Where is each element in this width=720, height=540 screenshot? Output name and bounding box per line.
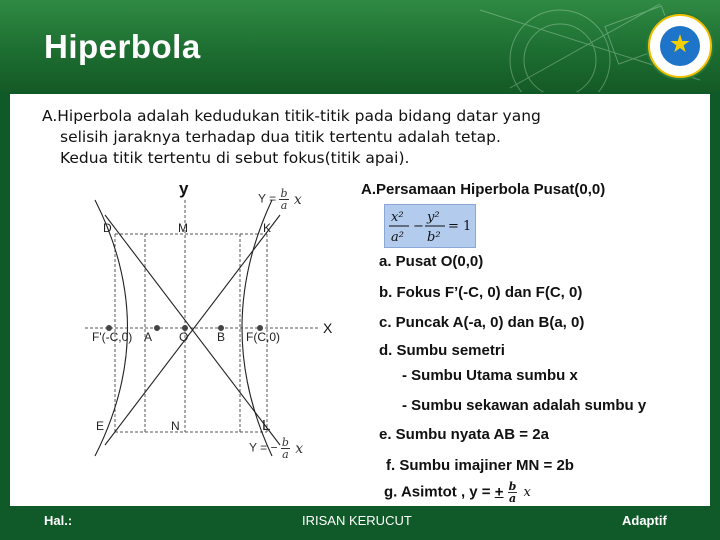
fraction-numerator: b	[280, 187, 288, 200]
item-focus: b. Fokus F’(-C, 0) dan F(C, 0)	[379, 284, 583, 301]
label-d: D	[103, 221, 112, 235]
eq-minus: −	[413, 219, 424, 234]
footer-category: Adaptif	[622, 513, 667, 528]
label-l: L	[262, 417, 271, 434]
label-k: K	[263, 221, 272, 235]
equation-svg	[385, 205, 475, 247]
label-a: A	[144, 330, 153, 344]
equation-section-title: A.Persamaan Hiperbola Pusat(0,0)	[361, 181, 606, 198]
asymptote-bottom-prefix: Y =	[249, 440, 268, 455]
item-imaginary-axis: f. Sumbu imajiner MN = 2b	[386, 457, 574, 474]
y-axis-label: y	[179, 179, 189, 198]
hyperbola-equation	[384, 204, 476, 248]
item-asymptote	[384, 481, 531, 504]
footer-chapter-title: IRISAN KERUCUT	[302, 513, 412, 528]
asymptote-top-prefix: Y =	[258, 191, 277, 206]
eq-term2-den: b²	[427, 230, 441, 245]
fraction-numerator: b	[281, 436, 289, 449]
plus-minus-symbol: +	[494, 483, 504, 501]
label-b: B	[217, 330, 226, 344]
label-e: E	[96, 419, 105, 433]
fraction-numerator: b	[508, 480, 517, 493]
item-real-axis: e. Sumbu nyata AB = 2a	[379, 426, 549, 443]
item-center: a. Pusat O(0,0)	[379, 253, 484, 270]
item-main-axis: - Sumbu Utama sumbu x	[402, 367, 578, 384]
page-title: Hiperbola	[44, 28, 201, 65]
asymptote-var: x	[523, 485, 531, 500]
item-conjugate-axis: - Sumbu sekawan adalah sumbu y	[402, 397, 647, 414]
eq-term2-num: y²	[427, 210, 440, 225]
asymptote-fraction	[508, 481, 518, 504]
label-f-right: F(C,0)	[246, 330, 280, 344]
asymptote-bottom-label	[249, 437, 303, 460]
eq-term1-num: x²	[391, 210, 404, 225]
asymptote-top-label	[258, 188, 302, 211]
fraction-denominator: a	[280, 199, 288, 212]
intro-line-2: selisih jaraknya terhadap dua titik tertentu adalah tetap.	[60, 128, 501, 146]
x-axis-label: X	[323, 320, 333, 336]
asymptote-top-fraction	[279, 188, 288, 211]
item-symmetry-axis: d. Sumbu semetri	[379, 342, 505, 359]
eq-rhs: = 1	[448, 219, 472, 234]
asymptote-prefix: g. Asimtot , y =	[384, 483, 491, 501]
intro-line-1: A.Hiperbola adalah kedudukan titik-titik pada bidang datar yang	[42, 107, 541, 125]
label-m: M	[178, 221, 188, 235]
asymptote-top-var: x	[293, 191, 302, 208]
fraction-denominator: a	[282, 448, 289, 461]
eq-term1-den: a²	[391, 230, 404, 245]
intro-line-3: Kedua titik tertentu di sebut fokus(titik apai).	[60, 149, 410, 167]
fraction-denominator: a	[508, 492, 517, 505]
label-n: N	[171, 419, 180, 433]
asymptote-bottom-sign: −	[270, 440, 278, 455]
label-f-left: F'(-C,0)	[92, 330, 133, 344]
label-o: O	[179, 330, 189, 344]
item-vertex: c. Puncak A(-a, 0) dan B(a, 0)	[379, 314, 585, 331]
point-a	[154, 325, 160, 331]
asymptote-bottom-var: x	[295, 440, 304, 457]
footer-page-label: Hal.:	[44, 513, 73, 528]
asymptote-bottom-fraction	[281, 437, 290, 460]
